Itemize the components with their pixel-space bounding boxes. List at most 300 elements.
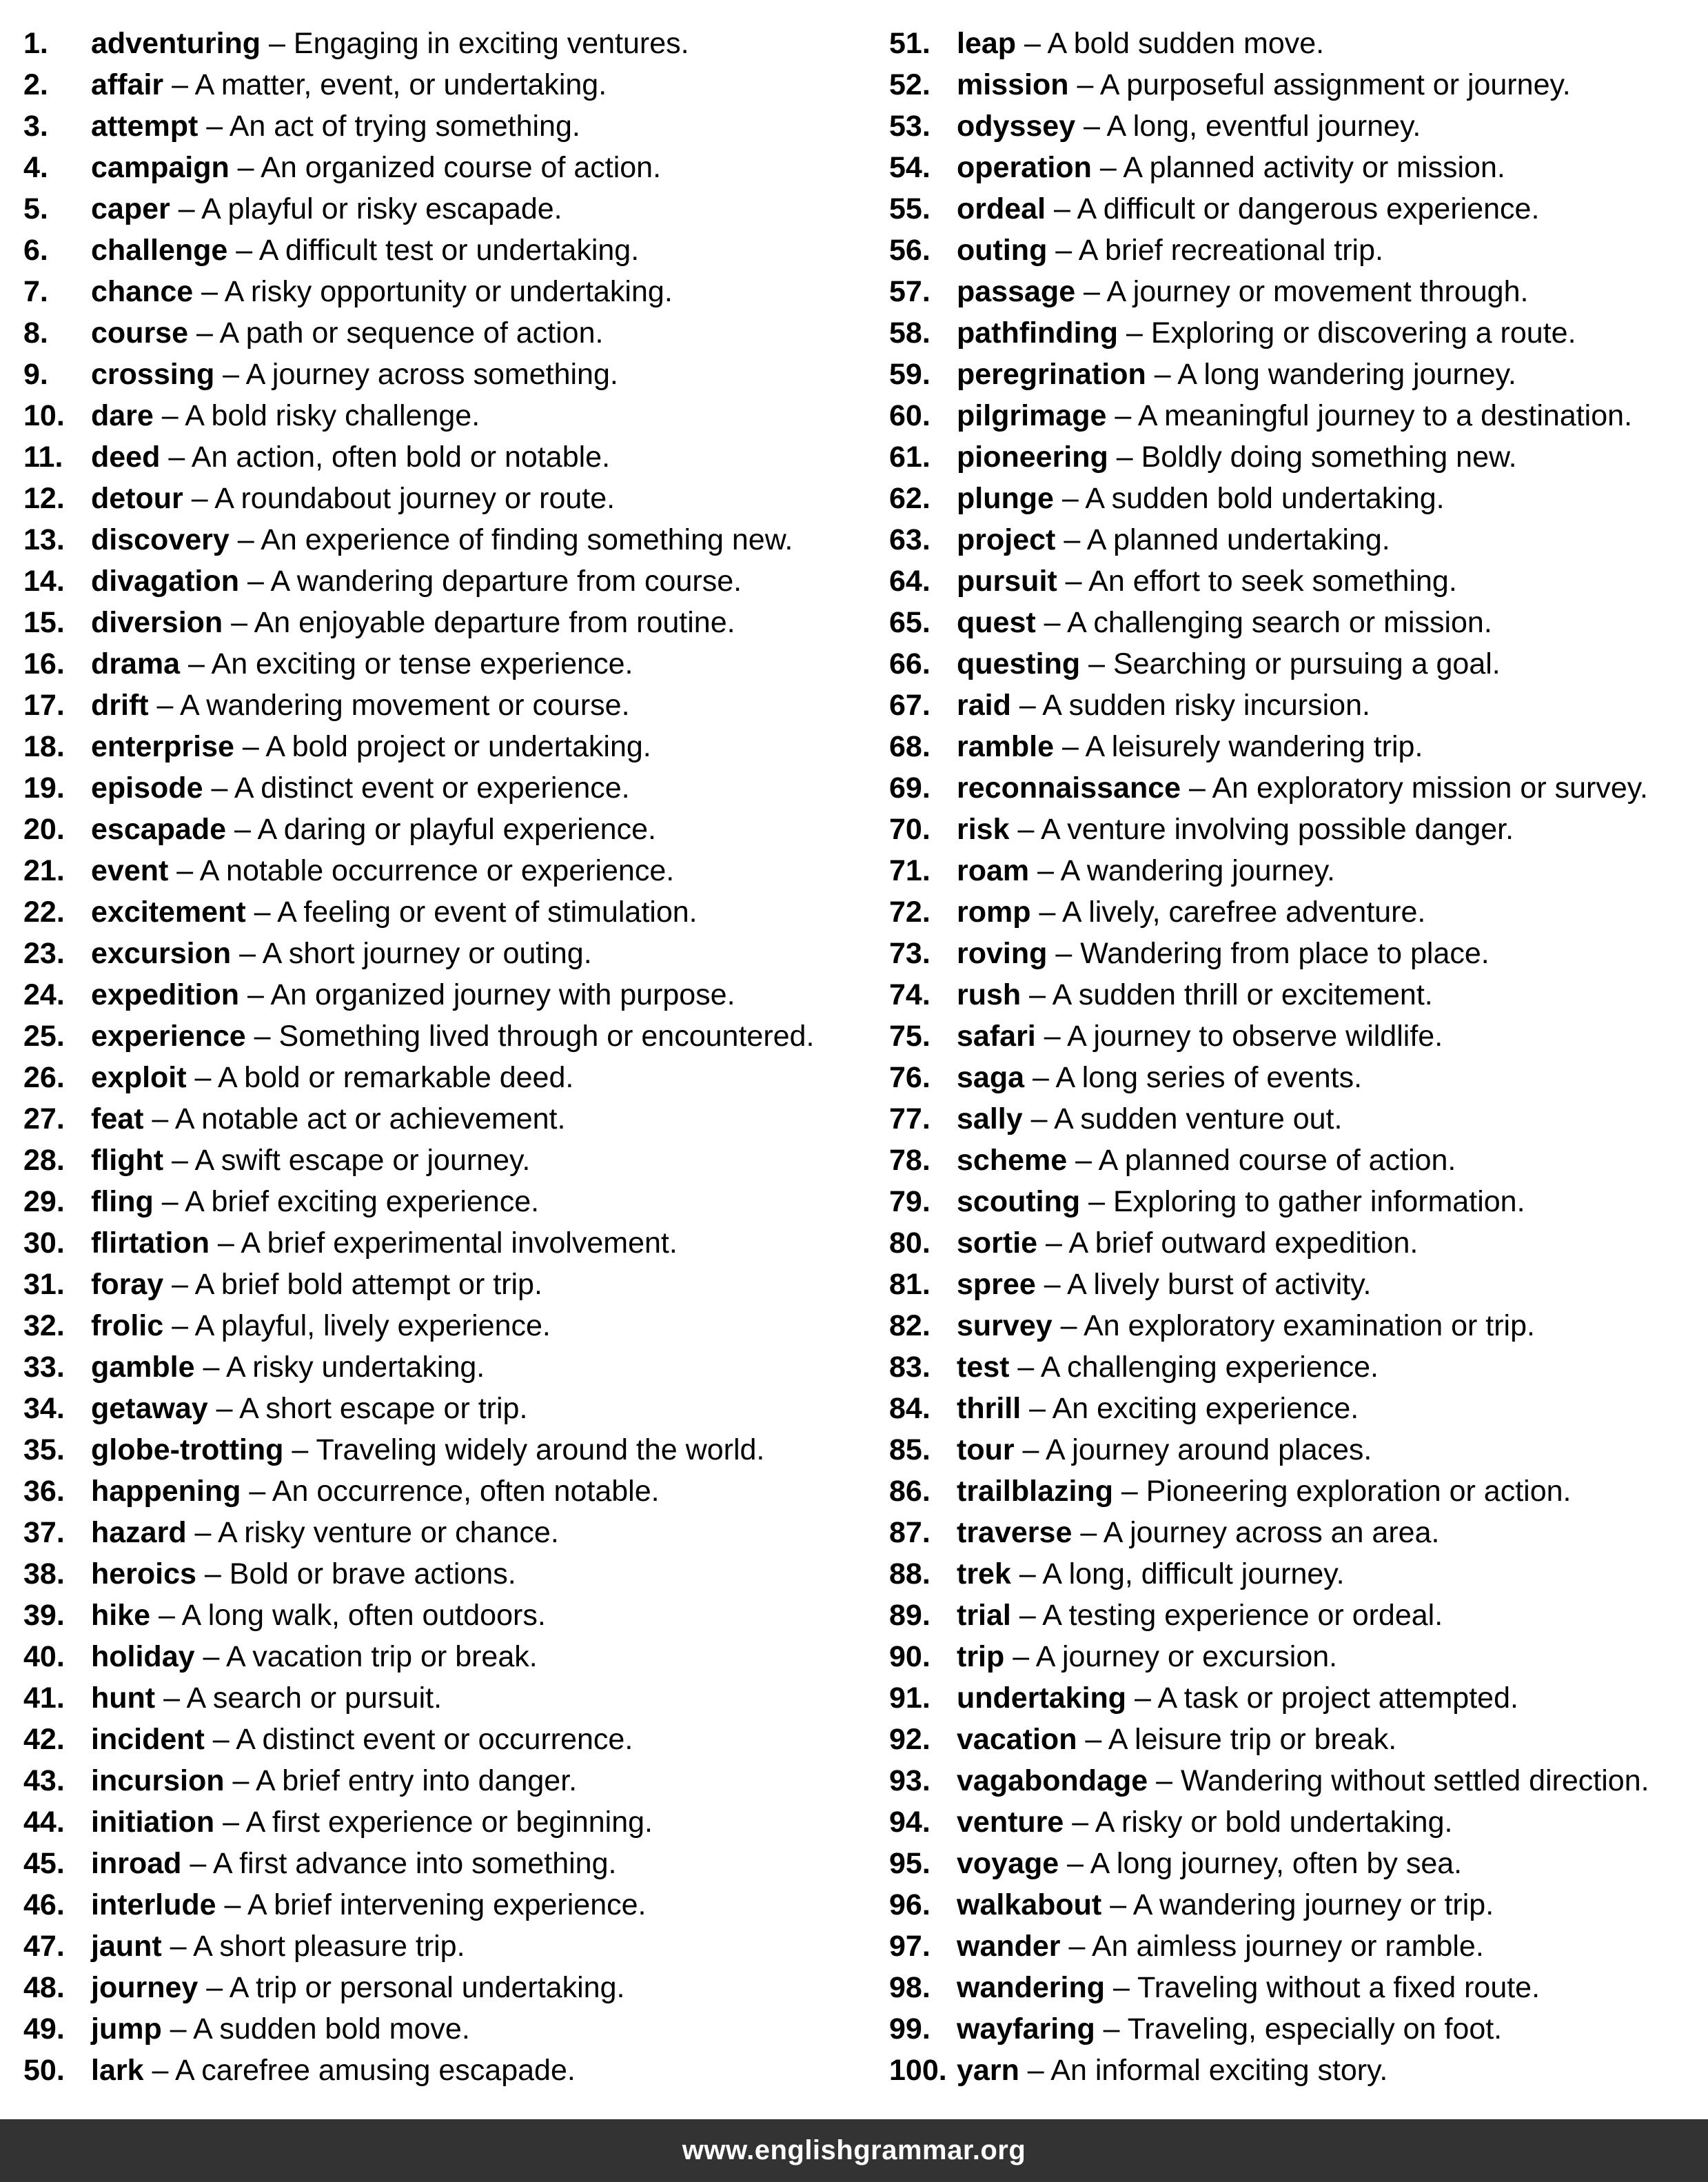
item-definition: – A risky opportunity or undertaking. <box>193 275 673 308</box>
item-number: 61. <box>889 441 931 474</box>
item-number: 43. <box>23 1764 65 1797</box>
item-number: 85. <box>889 1433 931 1466</box>
item-number: 39. <box>23 1599 65 1632</box>
list-item <box>23 1967 878 2008</box>
list-item <box>23 1098 878 1140</box>
item-definition: – A roundabout journey or route. <box>183 482 616 515</box>
item-number: 12. <box>23 482 65 515</box>
item-definition: – Something lived through or encountered. <box>245 1020 815 1053</box>
item-word: dare <box>91 399 154 432</box>
item-number: 60. <box>889 399 931 432</box>
item-number: 74. <box>889 978 931 1011</box>
item-definition: – Boldly doing something new. <box>1108 441 1517 474</box>
list-item <box>23 602 878 643</box>
list-item <box>889 643 1702 685</box>
item-word: scheme <box>957 1144 1068 1177</box>
list-item <box>889 891 1702 933</box>
list-item <box>23 312 878 354</box>
item-word: jump <box>91 2012 162 2045</box>
item-word: experience <box>91 1020 246 1053</box>
item-definition: – A risky or bold undertaking. <box>1064 1806 1453 1839</box>
item-definition: – A carefree amusing escapade. <box>143 2054 576 2087</box>
item-word: roving <box>957 937 1048 970</box>
item-number: 28. <box>23 1144 65 1177</box>
list-item <box>23 1222 878 1264</box>
item-definition: – Exploring to gather information. <box>1080 1185 1525 1218</box>
list-item <box>889 2050 1702 2091</box>
item-word: drama <box>91 647 181 680</box>
item-word: happening <box>91 1475 241 1508</box>
item-word: yarn <box>957 2054 1019 2087</box>
item-definition: – A first experience or beginning. <box>214 1806 653 1839</box>
item-definition: – A long wandering journey. <box>1146 358 1516 391</box>
list-item <box>889 1926 1702 1967</box>
item-definition: – Searching or pursuing a goal. <box>1080 647 1501 680</box>
item-number: 23. <box>23 937 65 970</box>
item-number: 100. <box>889 2054 947 2087</box>
list-item <box>23 1388 878 1429</box>
list-item <box>23 519 878 560</box>
item-definition: – A leisurely wandering trip. <box>1054 730 1423 763</box>
item-definition: – A distinct event or experience. <box>203 771 630 805</box>
item-word: hunt <box>91 1681 156 1715</box>
item-word: initiation <box>91 1806 215 1839</box>
item-word: reconnaissance <box>957 771 1181 805</box>
list-item <box>23 891 878 933</box>
item-number: 9. <box>23 358 48 391</box>
list-item <box>889 1181 1702 1222</box>
item-number: 3. <box>23 110 48 143</box>
item-word: gamble <box>91 1351 195 1384</box>
list-item <box>23 809 878 850</box>
item-number: 49. <box>23 2012 65 2045</box>
list-item <box>889 230 1702 271</box>
item-definition: – A wandering departure from course. <box>239 565 742 598</box>
item-definition: – A path or sequence of action. <box>188 316 604 350</box>
list-item <box>889 1677 1702 1719</box>
item-definition: – An informal exciting story. <box>1019 2054 1388 2087</box>
item-word: wander <box>957 1930 1061 1963</box>
list-item <box>889 64 1702 105</box>
list-item <box>889 1636 1702 1677</box>
item-definition: – A brief intervening experience. <box>216 1888 647 1921</box>
item-word: peregrination <box>957 358 1146 391</box>
item-number: 52. <box>889 68 931 101</box>
item-word: diversion <box>91 606 223 639</box>
item-word: expedition <box>91 978 240 1011</box>
list-item <box>889 354 1702 395</box>
item-number: 91. <box>889 1681 931 1715</box>
item-word: wandering <box>957 1971 1106 2004</box>
list-item <box>889 2008 1702 2050</box>
item-definition: – A short journey or outing. <box>231 937 592 970</box>
item-number: 29. <box>23 1185 65 1218</box>
item-word: caper <box>91 192 170 225</box>
item-definition: – A bold or remarkable deed. <box>186 1061 574 1094</box>
item-number: 72. <box>889 896 931 929</box>
item-number: 50. <box>23 2054 65 2087</box>
item-definition: – A journey or movement through. <box>1075 275 1529 308</box>
list-item <box>889 726 1702 767</box>
list-item <box>889 1512 1702 1553</box>
item-number: 87. <box>889 1516 931 1549</box>
list-item <box>23 643 878 685</box>
item-word: questing <box>957 647 1081 680</box>
list-item <box>889 395 1702 436</box>
item-word: ramble <box>957 730 1055 763</box>
item-word: flight <box>91 1144 164 1177</box>
item-number: 80. <box>889 1226 931 1260</box>
item-definition: – A testing experience or ordeal. <box>1010 1599 1443 1632</box>
item-definition: – A bold risky challenge. <box>153 399 480 432</box>
item-number: 99. <box>889 2012 931 2045</box>
list-item <box>889 850 1702 891</box>
item-number: 25. <box>23 1020 65 1053</box>
item-definition: – A difficult or dangerous experience. <box>1046 192 1540 225</box>
item-number: 92. <box>889 1723 931 1756</box>
item-definition: – A challenging experience. <box>1009 1351 1379 1384</box>
item-definition: – A search or pursuit. <box>155 1681 443 1715</box>
list-item <box>23 1346 878 1388</box>
item-number: 16. <box>23 647 65 680</box>
list-item <box>23 1016 878 1057</box>
list-item <box>889 1305 1702 1346</box>
item-number: 41. <box>23 1681 65 1715</box>
list-item <box>23 1843 878 1884</box>
item-word: incident <box>91 1723 205 1756</box>
item-definition: – A journey across an area. <box>1072 1516 1440 1549</box>
item-number: 1. <box>23 27 48 60</box>
item-word: plunge <box>957 482 1054 515</box>
list-item <box>23 147 878 188</box>
item-definition: – A long, difficult journey. <box>1010 1557 1345 1590</box>
item-number: 45. <box>23 1847 65 1880</box>
item-number: 15. <box>23 606 65 639</box>
item-definition: – A bold project or undertaking. <box>234 730 651 763</box>
item-definition: – A wandering journey or trip. <box>1101 1888 1494 1921</box>
item-word: escapade <box>91 813 227 846</box>
item-number: 98. <box>889 1971 931 2004</box>
item-definition: – A journey across something. <box>214 358 618 391</box>
item-definition: – A lively, carefree adventure. <box>1030 896 1426 929</box>
item-word: traverse <box>957 1516 1072 1549</box>
item-word: raid <box>957 689 1011 722</box>
list-item <box>23 1181 878 1222</box>
item-definition: – A notable act or achievement. <box>143 1102 566 1135</box>
list-item <box>23 105 878 147</box>
item-number: 19. <box>23 771 65 805</box>
item-definition: – Bold or brave actions. <box>196 1557 516 1590</box>
item-number: 70. <box>889 813 931 846</box>
list-item <box>23 685 878 726</box>
item-number: 22. <box>23 896 65 929</box>
item-number: 90. <box>889 1640 931 1673</box>
list-item <box>889 1098 1702 1140</box>
item-number: 24. <box>23 978 65 1011</box>
item-number: 32. <box>23 1309 65 1342</box>
item-definition: – An aimless journey or ramble. <box>1060 1930 1484 1963</box>
item-word: affair <box>91 68 164 101</box>
item-word: risk <box>957 813 1010 846</box>
list-item <box>889 1388 1702 1429</box>
list-item <box>23 560 878 602</box>
item-word: quest <box>957 606 1036 639</box>
item-definition: – A first advance into something. <box>181 1847 617 1880</box>
list-item <box>23 1512 878 1553</box>
item-number: 47. <box>23 1930 65 1963</box>
list-item <box>23 767 878 809</box>
item-number: 10. <box>23 399 65 432</box>
item-number: 4. <box>23 151 48 184</box>
item-number: 94. <box>889 1806 931 1839</box>
item-word: sortie <box>957 1226 1038 1260</box>
item-word: trial <box>957 1599 1011 1632</box>
item-number: 58. <box>889 316 931 350</box>
list-item <box>889 1967 1702 2008</box>
item-definition: – A task or project attempted. <box>1126 1681 1518 1715</box>
item-definition: – A planned course of action. <box>1067 1144 1456 1177</box>
list-item <box>889 23 1702 64</box>
item-definition: – A difficult test or undertaking. <box>227 234 640 267</box>
item-number: 37. <box>23 1516 65 1549</box>
item-word: pilgrimage <box>957 399 1107 432</box>
item-number: 36. <box>23 1475 65 1508</box>
item-definition: – A vacation trip or break. <box>194 1640 538 1673</box>
item-word: exploit <box>91 1061 187 1094</box>
item-word: episode <box>91 771 203 805</box>
item-word: safari <box>957 1020 1036 1053</box>
item-number: 63. <box>889 523 931 556</box>
item-number: 42. <box>23 1723 65 1756</box>
item-word: trailblazing <box>957 1475 1113 1508</box>
item-number: 76. <box>889 1061 931 1094</box>
item-definition: – A matter, event, or undertaking. <box>163 68 607 101</box>
list-item <box>889 1140 1702 1181</box>
item-definition: – A sudden venture out. <box>1022 1102 1343 1135</box>
item-number: 31. <box>23 1268 65 1301</box>
item-word: spree <box>957 1268 1036 1301</box>
item-definition: – A bold sudden move. <box>1016 27 1325 60</box>
list-item <box>23 850 878 891</box>
list-item <box>23 23 878 64</box>
item-word: undertaking <box>957 1681 1127 1715</box>
item-number: 82. <box>889 1309 931 1342</box>
item-definition: – A lively burst of activity. <box>1035 1268 1372 1301</box>
item-word: event <box>91 854 169 887</box>
item-number: 97. <box>889 1930 931 1963</box>
item-number: 34. <box>23 1392 65 1425</box>
item-definition: – A brief recreational trip. <box>1047 234 1383 267</box>
list-item <box>889 1471 1702 1512</box>
item-word: excitement <box>91 896 246 929</box>
item-word: frolic <box>91 1309 164 1342</box>
list-item <box>889 560 1702 602</box>
item-definition: – A short pleasure trip. <box>161 1930 465 1963</box>
item-word: walkabout <box>957 1888 1102 1921</box>
item-word: drift <box>91 689 149 722</box>
list-item <box>23 974 878 1016</box>
item-definition: – Wandering from place to place. <box>1047 937 1490 970</box>
list-item <box>23 436 878 478</box>
list-item <box>23 1140 878 1181</box>
item-number: 64. <box>889 565 931 598</box>
item-definition: – A sudden thrill or excitement. <box>1021 978 1433 1011</box>
list-item <box>23 395 878 436</box>
item-number: 75. <box>889 1020 931 1053</box>
item-word: vagabondage <box>957 1764 1148 1797</box>
item-number: 18. <box>23 730 65 763</box>
item-number: 95. <box>889 1847 931 1880</box>
item-definition: – A playful, lively experience. <box>163 1309 551 1342</box>
item-word: adventuring <box>91 27 261 60</box>
item-word: inroad <box>91 1847 182 1880</box>
item-word: heroics <box>91 1557 196 1590</box>
item-word: fling <box>91 1185 154 1218</box>
item-number: 21. <box>23 854 65 887</box>
list-item <box>23 1636 878 1677</box>
item-word: roam <box>957 854 1030 887</box>
list-item <box>889 1719 1702 1760</box>
item-word: hike <box>91 1599 151 1632</box>
list-item <box>889 809 1702 850</box>
item-number: 35. <box>23 1433 65 1466</box>
item-number: 67. <box>889 689 931 722</box>
item-definition: – A feeling or event of stimulation. <box>245 896 698 929</box>
item-word: incursion <box>91 1764 225 1797</box>
item-word: campaign <box>91 151 230 184</box>
item-number: 5. <box>23 192 48 225</box>
item-definition: – Pioneering exploration or action. <box>1112 1475 1572 1508</box>
item-word: attempt <box>91 110 199 143</box>
item-word: survey <box>957 1309 1053 1342</box>
item-word: voyage <box>957 1847 1059 1880</box>
list-item <box>23 271 878 312</box>
item-word: course <box>91 316 189 350</box>
item-definition: – Traveling widely around the world. <box>283 1433 765 1466</box>
footer-url: www.englishgrammar.org <box>682 2135 1026 2165</box>
item-definition: – An enjoyable departure from routine. <box>223 606 735 639</box>
list-item <box>889 105 1702 147</box>
list-item <box>23 1429 878 1471</box>
item-number: 81. <box>889 1268 931 1301</box>
item-definition: – An exploratory examination or trip. <box>1052 1309 1535 1342</box>
item-definition: – An exciting or tense experience. <box>180 647 633 680</box>
item-word: trip <box>957 1640 1005 1673</box>
list-item <box>889 1057 1702 1098</box>
item-word: pioneering <box>957 441 1108 474</box>
item-word: leap <box>957 27 1017 60</box>
item-definition: – A long journey, often by sea. <box>1059 1847 1463 1880</box>
item-definition: – A venture involving possible danger. <box>1009 813 1514 846</box>
list-item <box>23 2008 878 2050</box>
item-definition: – A long walk, often outdoors. <box>150 1599 546 1632</box>
item-definition: – An exciting experience. <box>1021 1392 1359 1425</box>
item-number: 40. <box>23 1640 65 1673</box>
item-word: outing <box>957 234 1048 267</box>
item-number: 7. <box>23 275 48 308</box>
list-item <box>889 1884 1702 1926</box>
list-item <box>889 1264 1702 1305</box>
list-item <box>23 1471 878 1512</box>
item-definition: – Engaging in exciting ventures. <box>261 27 689 60</box>
item-definition: – A brief entry into danger. <box>224 1764 578 1797</box>
list-item <box>889 519 1702 560</box>
list-item <box>889 271 1702 312</box>
list-item <box>889 1222 1702 1264</box>
item-word: holiday <box>91 1640 195 1673</box>
item-number: 38. <box>23 1557 65 1590</box>
item-definition: – An organized journey with purpose. <box>239 978 735 1011</box>
item-definition: – A meaningful journey to a destination. <box>1106 399 1633 432</box>
item-word: operation <box>957 151 1092 184</box>
item-definition: – A sudden bold undertaking. <box>1053 482 1445 515</box>
item-word: feat <box>91 1102 144 1135</box>
item-word: ordeal <box>957 192 1046 225</box>
item-definition: – A trip or personal undertaking. <box>198 1971 625 2004</box>
item-definition: – A sudden bold move. <box>161 2012 470 2045</box>
item-word: chance <box>91 275 194 308</box>
item-definition: – A challenging search or mission. <box>1035 606 1492 639</box>
list-item <box>23 1926 878 1967</box>
item-number: 77. <box>889 1102 931 1135</box>
item-definition: – A brief experimental involvement. <box>209 1226 678 1260</box>
list-item <box>23 230 878 271</box>
item-definition: – A planned undertaking. <box>1055 523 1390 556</box>
list-item <box>889 478 1702 519</box>
item-word: enterprise <box>91 730 234 763</box>
list-item <box>23 1553 878 1595</box>
item-word: crossing <box>91 358 215 391</box>
item-definition: – A distinct event or occurrence. <box>204 1723 633 1756</box>
item-number: 93. <box>889 1764 931 1797</box>
item-number: 83. <box>889 1351 931 1384</box>
item-word: pursuit <box>957 565 1057 598</box>
item-definition: – A daring or playful experience. <box>226 813 656 846</box>
item-word: romp <box>957 896 1031 929</box>
item-word: deed <box>91 441 161 474</box>
list-item <box>889 188 1702 230</box>
item-word: globe-trotting <box>91 1433 284 1466</box>
list-item <box>889 312 1702 354</box>
list-item <box>23 1305 878 1346</box>
item-definition: – A short escape or trip. <box>207 1392 528 1425</box>
item-word: rush <box>957 978 1021 1011</box>
item-number: 14. <box>23 565 65 598</box>
list-item <box>23 478 878 519</box>
list-item <box>889 974 1702 1016</box>
item-number: 88. <box>889 1557 931 1590</box>
item-word: sally <box>957 1102 1023 1135</box>
item-number: 79. <box>889 1185 931 1218</box>
item-word: saga <box>957 1061 1025 1094</box>
item-number: 44. <box>23 1806 65 1839</box>
item-word: interlude <box>91 1888 216 1921</box>
list-item <box>889 1429 1702 1471</box>
list-item <box>889 147 1702 188</box>
item-number: 2. <box>23 68 48 101</box>
item-definition: – An action, often bold or notable. <box>160 441 611 474</box>
item-number: 65. <box>889 606 931 639</box>
item-definition: – A swift escape or journey. <box>163 1144 531 1177</box>
item-definition: – A leisure trip or break. <box>1077 1723 1397 1756</box>
list-item <box>889 602 1702 643</box>
item-definition: – An organized course of action. <box>229 151 662 184</box>
list-item <box>23 933 878 974</box>
item-definition: – Exploring or discovering a route. <box>1118 316 1576 350</box>
item-word: lark <box>91 2054 144 2087</box>
list-item <box>889 767 1702 809</box>
item-number: 6. <box>23 234 48 267</box>
